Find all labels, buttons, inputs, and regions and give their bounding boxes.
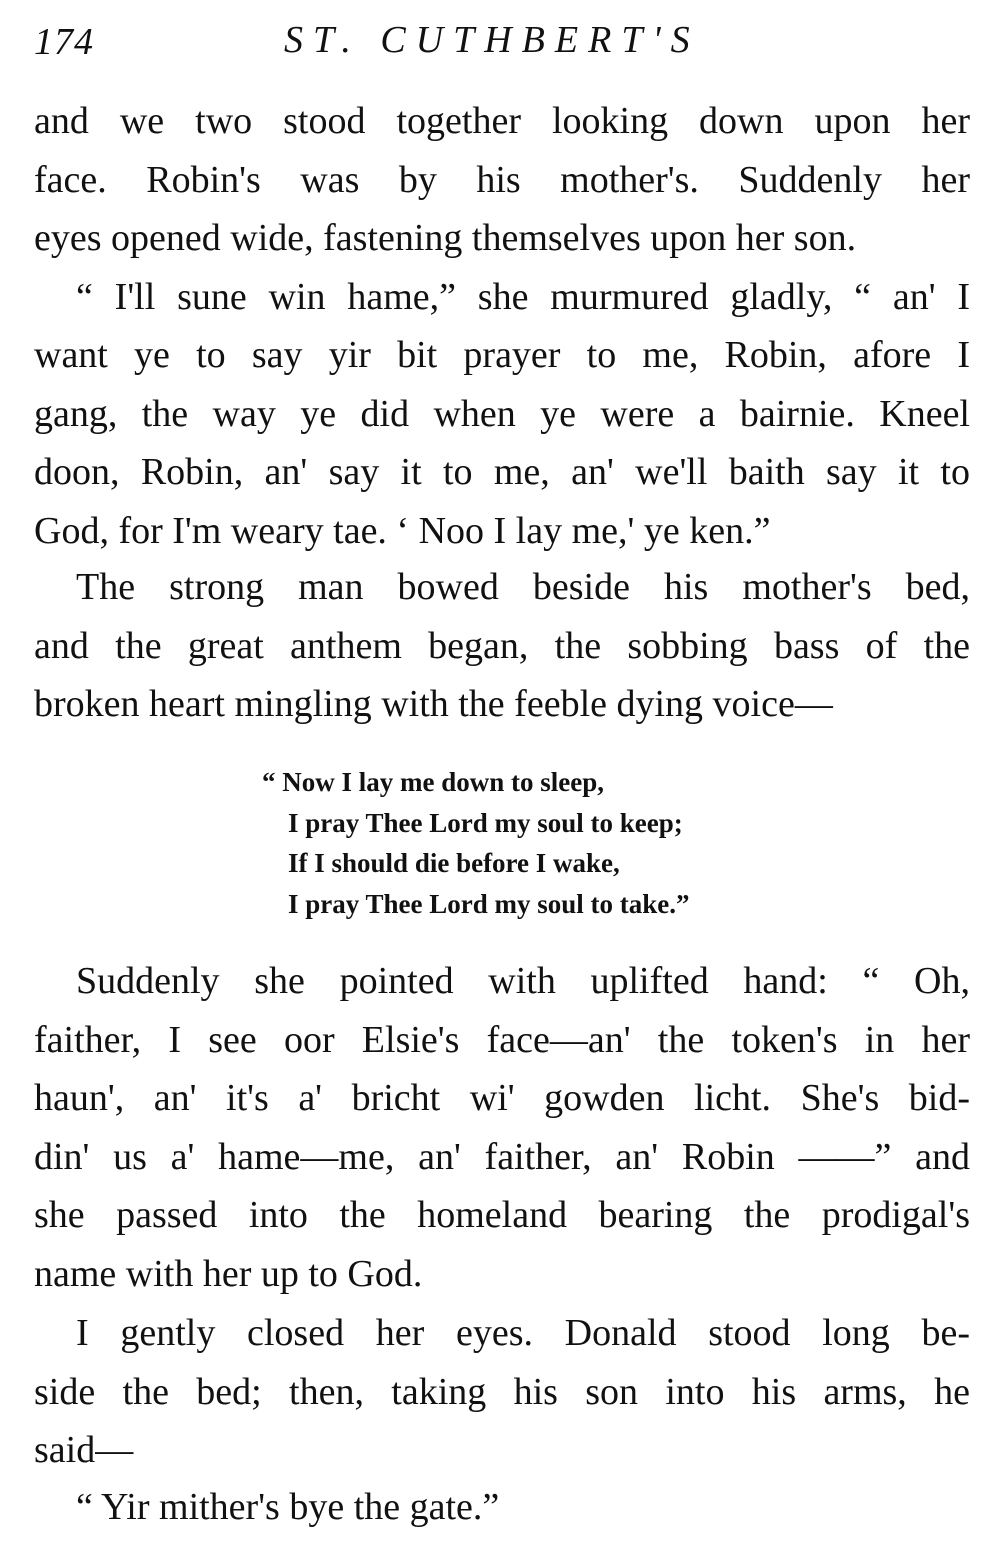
text-line: want ye to say yir bit prayer to me, Robin, afore I <box>34 334 970 376</box>
text-line: and the great anthem began, the sobbing bass of the <box>34 624 970 667</box>
verse-line: I pray Thee Lord my soul to keep; <box>288 807 683 838</box>
prayer-verse <box>262 762 690 924</box>
text-line: The strong man bowed beside his mother's bed, <box>76 566 970 608</box>
text-line: face. Robin's was by his mother's. Suddenly her <box>34 158 970 201</box>
text-line: eyes opened wide, fastening themselves upon her son. <box>34 217 857 259</box>
text-line: Suddenly she pointed with uplifted hand: “ Oh, <box>76 960 970 1002</box>
paragraph-block-1 <box>34 92 970 560</box>
text-line: doon, Robin, an' say it to me, an' we'll baith say it to <box>34 451 970 493</box>
text-line: “ I'll sune win hame,” she murmured gladly, “ an' I <box>76 275 970 318</box>
text-line: God, for I'm weary tae. ‘ Noo I lay me,' ye ken.” <box>34 509 771 552</box>
text-line: din' us a' hame—me, an' faither, an' Robin ——” and <box>34 1135 970 1178</box>
text-line: name with her up to God. <box>34 1252 423 1295</box>
paragraph-block-2 <box>34 558 970 734</box>
text-line: broken heart mingling with the feeble dying voice— <box>34 683 833 725</box>
text-line: I gently closed her eyes. Donald stood long be- <box>76 1312 970 1354</box>
page-number: 174 <box>34 21 94 63</box>
verse-line: “ Now I lay me down to sleep, <box>262 767 604 797</box>
text-line: said— <box>34 1429 134 1471</box>
text-line: she passed into the homeland bearing the prodigal's <box>34 1194 970 1236</box>
running-title: ST. CUTHBERT'S <box>284 19 700 61</box>
text-line: gang, the way ye did when ye were a bairnie. Kneel <box>34 392 970 435</box>
paragraph-block-3 <box>34 952 970 1303</box>
verse-line: If I should die before I wake, <box>288 848 620 878</box>
paragraph-block-5 <box>34 1478 970 1537</box>
verse-line: I pray Thee Lord my soul to take.” <box>288 888 690 919</box>
text-line: side the bed; then, taking his son into his arms, he <box>34 1370 970 1413</box>
text-line: “ Yir mither's bye the gate.” <box>76 1486 500 1528</box>
paragraph-block-4 <box>34 1304 970 1480</box>
page-header <box>34 14 970 74</box>
text-line: faither, I see oor Elsie's face—an' the token's in her <box>34 1018 970 1061</box>
text-line: haun', an' it's a' bricht wi' gowden licht. She's bid- <box>34 1077 970 1119</box>
text-line: and we two stood together looking down upon her <box>34 100 970 142</box>
